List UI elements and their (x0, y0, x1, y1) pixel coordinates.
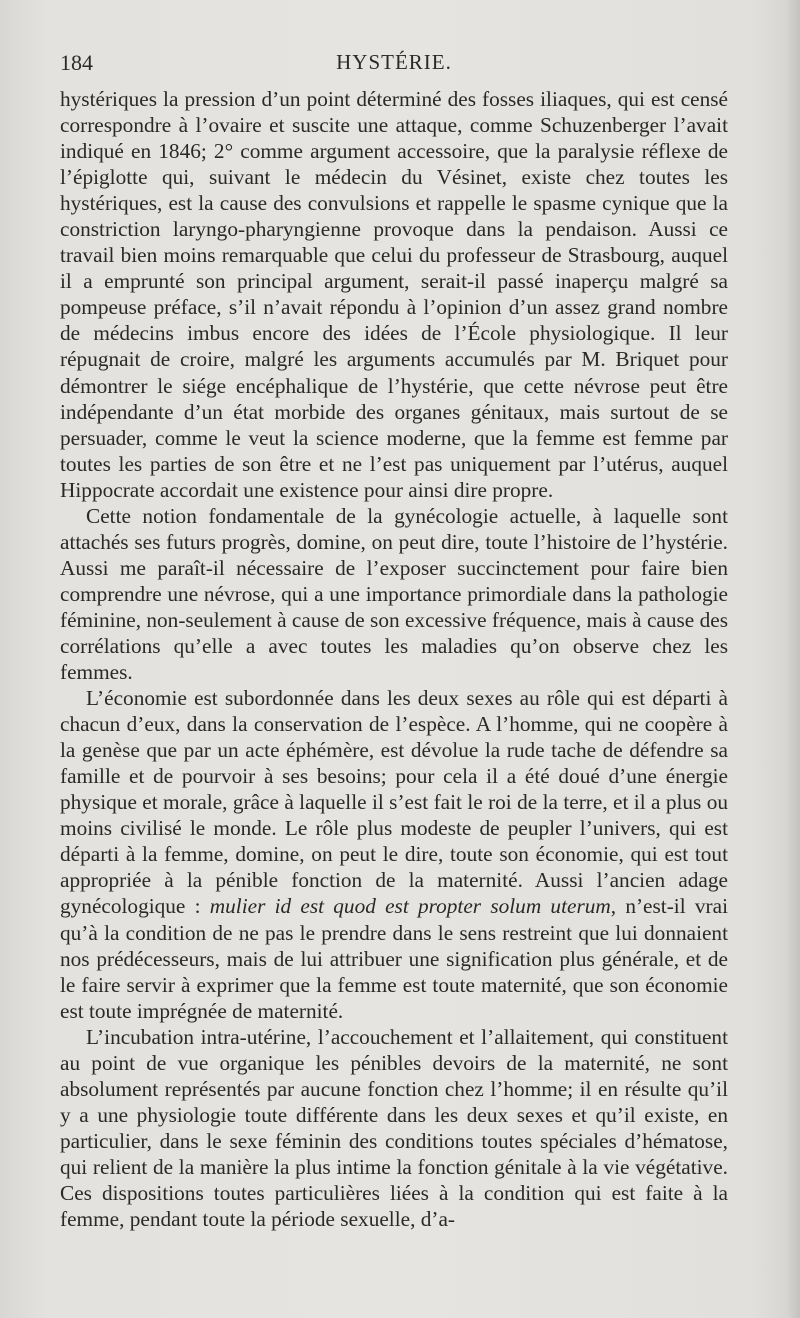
paragraph-3 (60, 685, 728, 1024)
paragraph-4-text: L’incubation intra-utérine, l’accouchement et l’allaitement, qui constituent au point de vue organique les pénibles devoirs de la maternité, ne sont absolument représentés par aucune fonction chez l’homme; il en résulte qu’il y a une physiologie toute différente dans les deux sexes et qu’il existe, en particulier, dans le sexe féminin des conditions toutes spéciales d’hématose, qui relient de la manière la plus intime la fonction génitale à la vie végétative. Ces dispositions toutes particulières liées à la condition qui est faite à la femme, pendant toute la période sexuelle, d’a- (60, 1024, 728, 1232)
paragraph-2 (60, 503, 728, 685)
page-edge-shadow (786, 0, 800, 1318)
paragraph-1 (60, 86, 728, 503)
paragraph-4 (60, 1024, 728, 1232)
running-title: HYSTÉRIE. (336, 50, 452, 74)
body-text (60, 86, 728, 1232)
paragraph-3-text-a: L’économie est subordonnée dans les deux sexes au rôle qui est départi à chacun d’eux, dans la conservation de l’espèce. A l’homme, qui ne coopère à la genèse que par un acte éphémère, est dévolue la rude tache de défendre sa famille et de pourvoir à ses besoins; pour cela il a été doué d’une énergie physique et morale, grâce à laquelle il s’est fait le roi de la terre, et il a plus ou moins civilisé le monde. Le rôle plus modeste de peupler l’univers, qui est départi à la femme, domine, on peut le dire, toute son économie, qui est tout appropriée à la pénible fonction de la maternité. Aussi l’ancien adage gynécologique : (60, 686, 728, 919)
paragraph-2-text: Cette notion fondamentale de la gynécologie actuelle, à laquelle sont attachés ses futurs progrès, domine, on peut dire, toute l’histoire de l’hystérie. Aussi me paraît-il nécessaire de l’exposer succinctement pour faire bien comprendre une névrose, qui a une importance primordiale dans la pathologie féminine, non-seulement à cause de son excessive fréquence, mais à cause des corrélations qu’elle a avec toutes les maladies qu’on observe chez les femmes. (60, 503, 728, 685)
page-number: 184 (60, 50, 93, 75)
paragraph-1-text: hystériques la pression d’un point déterminé des fosses iliaques, qui est censé correspondre à l’ovaire et suscite une attaque, comme Schuzenberger l’avait indiqué en 1846; 2° comme argument accessoire, que la paralysie réflexe de l’épiglotte qui, suivant le médecin du Vésinet, existe chez toutes les hystériques, est la cause des convulsions et rappelle le spasme cynique que la constriction laryngo-pharyngienne provoque dans la pendaison. Aussi ce travail bien moins remarquable que celui du professeur de Strasbourg, auquel il a emprunté son principal argument, serait-il passé inaperçu malgré sa pompeuse préface, s’il n’avait répondu à l’opinion d’un assez grand nombre de médecins imbus encore des idées de l’École physiologique. Il leur répugnait de croire, malgré les arguments accumulés par M. Briquet pour démontrer le siége encéphalique de l’hystérie, que cette névrose peut être indépendante d’un état morbide des organes génitaux, mais surtout de se persuader, comme le veut la science moderne, que la femme est femme par toutes les parties de son être et ne l’est pas uniquement par l’utérus, auquel Hippocrate accordait une existence pour ainsi dire propre. (60, 87, 728, 502)
paragraph-3-text-b: , n’est-il vrai qu’à la condition de ne pas le prendre dans le sens restreint que lui donnaient nos prédécesseurs, mais de lui attribuer une signification plus générale, et de le faire servir à exprimer que la femme est toute maternité, que son économie est toute imprégnée de maternité. (60, 894, 728, 1023)
latin-adage: mulier id est quod est propter solum uterum (209, 894, 611, 919)
page-header (58, 50, 730, 82)
